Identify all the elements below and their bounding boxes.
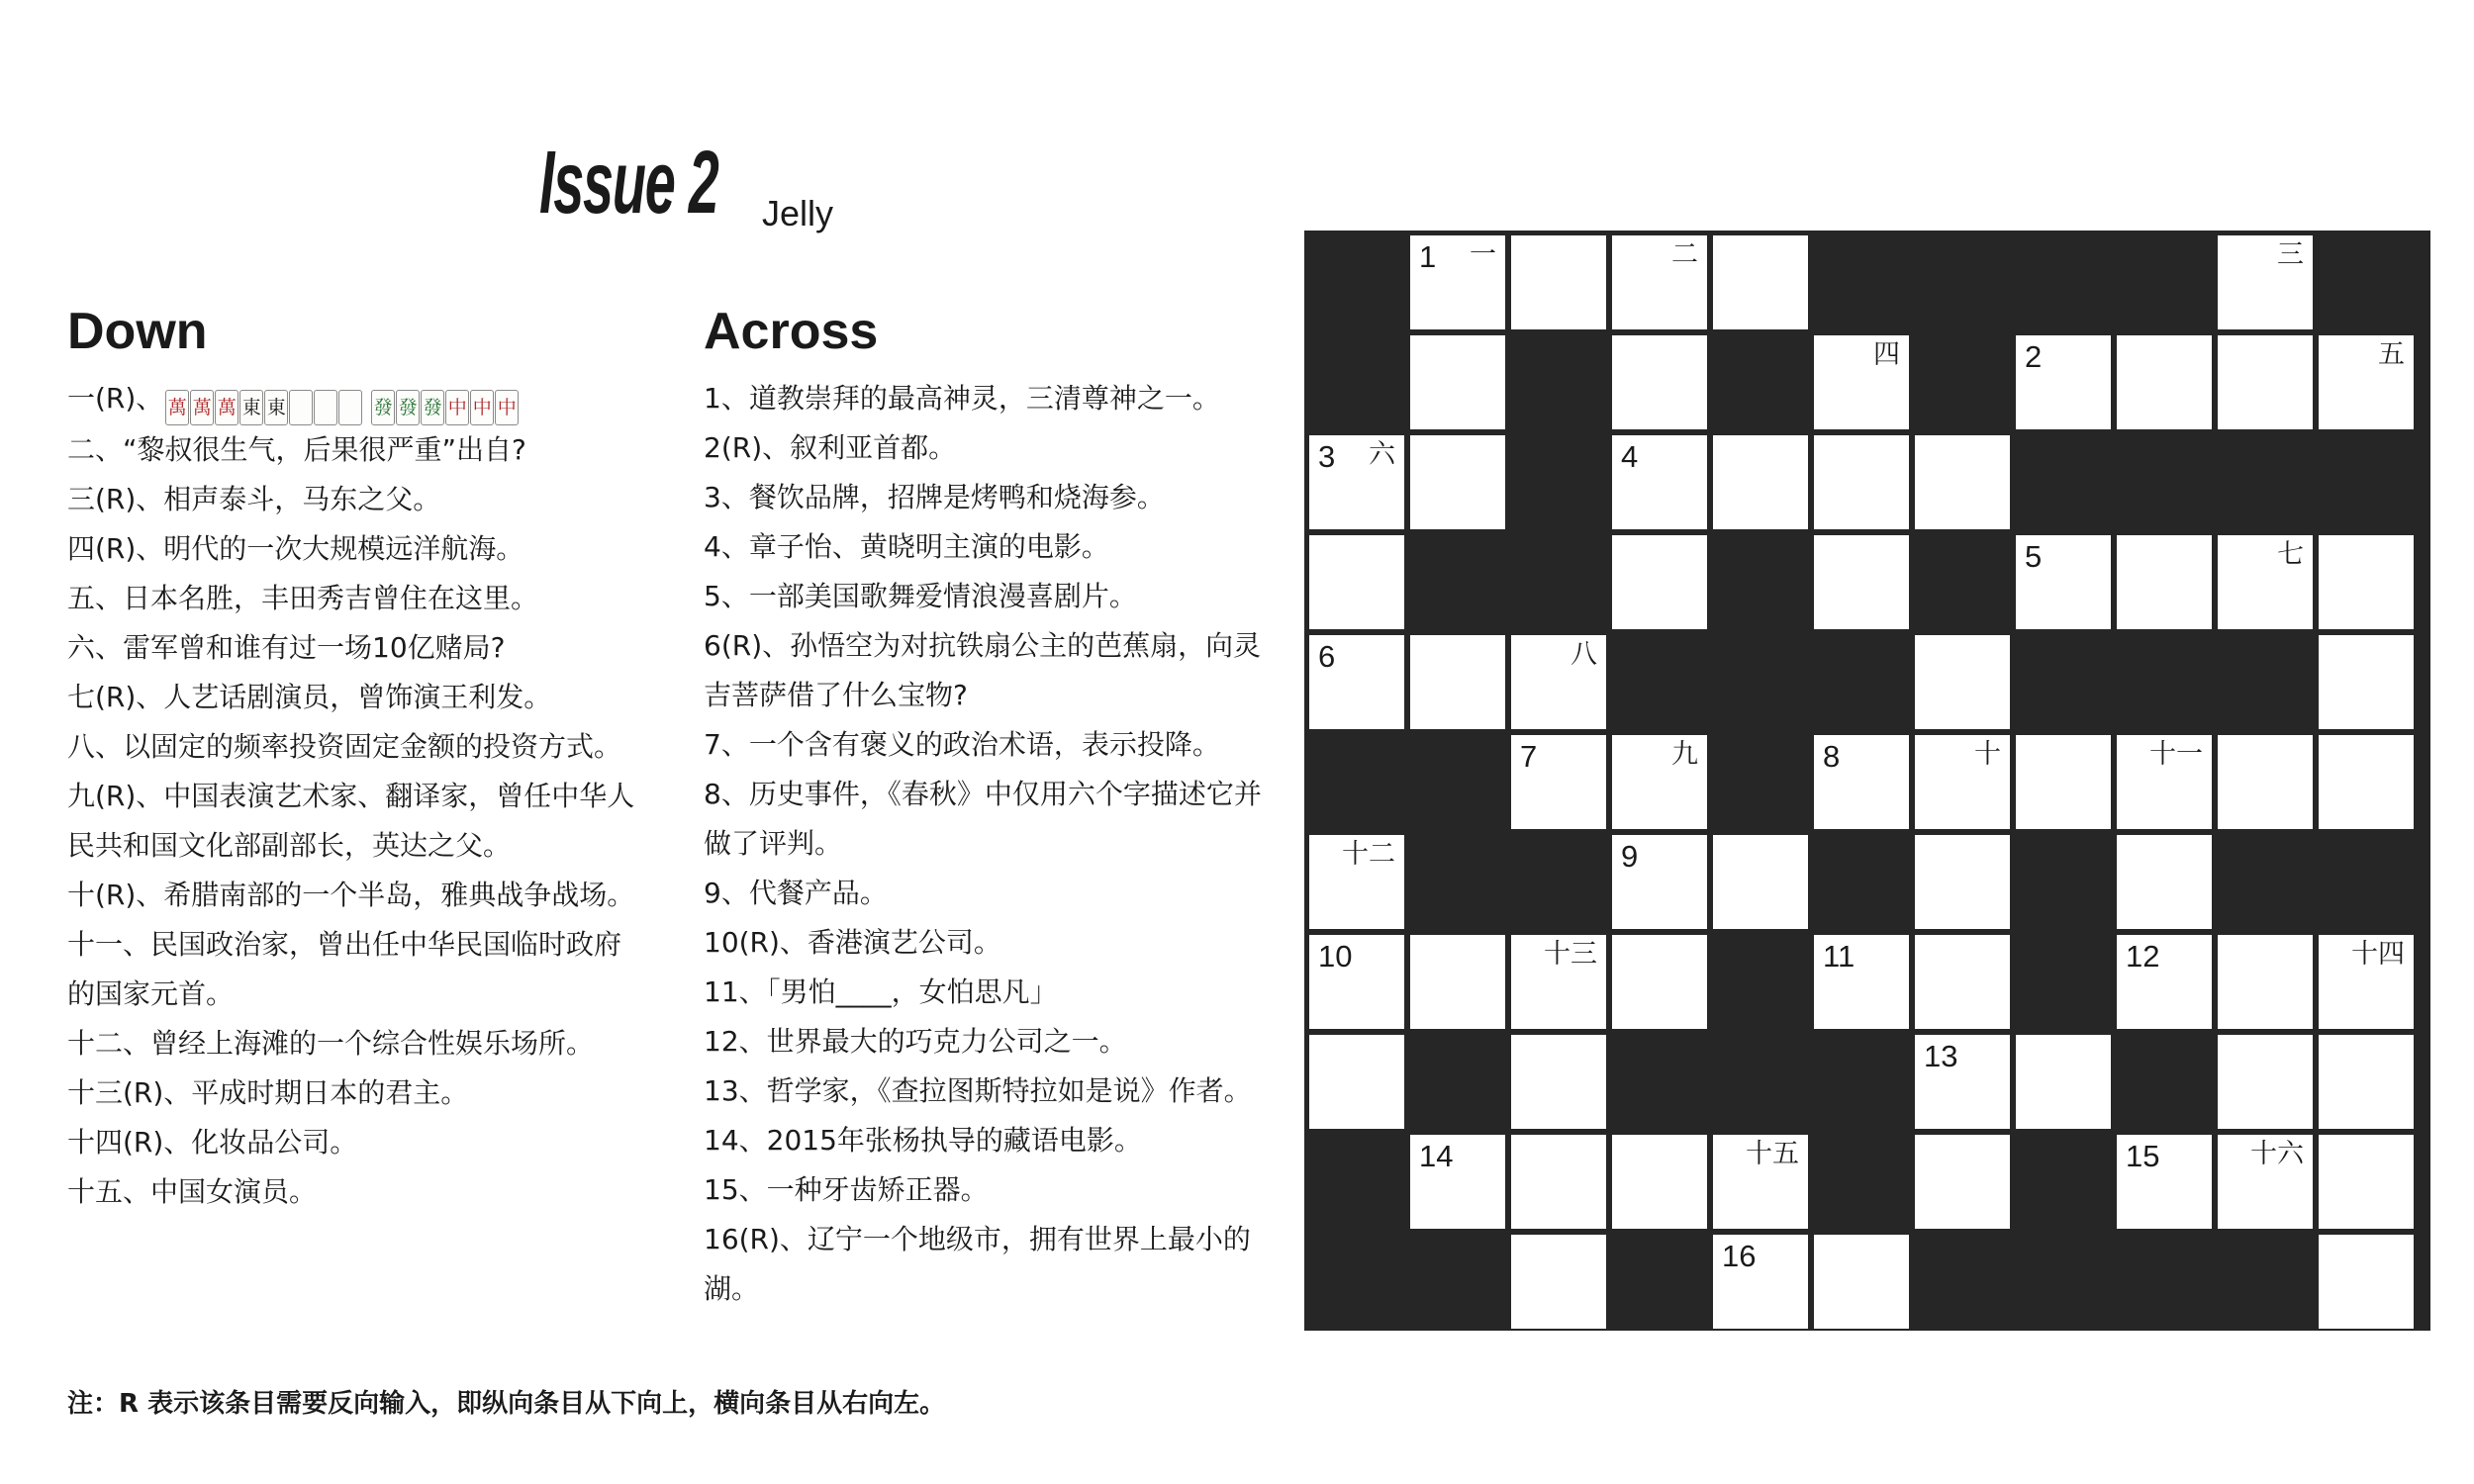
down-clue-number: 五 [2378, 339, 2405, 370]
grid-cell-blocked [1309, 1235, 1404, 1329]
across-clue: 8、历史事件，《春秋》中仅用六个字描述它并 [704, 778, 1262, 810]
grid-cell[interactable] [1915, 935, 2010, 1029]
across-clue-number: 16 [1722, 1239, 1757, 1273]
grid-cell[interactable] [1814, 735, 1909, 829]
grid-cell[interactable] [2218, 535, 2313, 629]
grid-cell-blocked [2117, 235, 2212, 329]
down-clue-text: 七(R)、人艺话剧演员，曾饰演王利发。 [67, 681, 552, 713]
mahjong-tile: 中 [495, 390, 519, 425]
grid-cell[interactable] [2117, 535, 2212, 629]
grid-cell[interactable] [1612, 935, 1707, 1029]
down-clue [67, 673, 641, 722]
grid-cell[interactable] [1915, 735, 2010, 829]
grid-cell[interactable] [2319, 735, 2414, 829]
down-clue [67, 374, 641, 425]
grid-cell-blocked [1309, 235, 1404, 329]
grid-cell-blocked [2016, 235, 2111, 329]
grid-cell[interactable] [1410, 635, 1505, 729]
grid-cell[interactable] [2319, 1135, 2414, 1229]
down-clue [67, 1167, 641, 1217]
grid-cell[interactable] [1612, 535, 1707, 629]
grid-cell-blocked [2218, 435, 2313, 529]
mahjong-tile: 東 [239, 390, 263, 425]
grid-cell[interactable] [2117, 335, 2212, 429]
grid-cell[interactable] [2218, 935, 2313, 1029]
grid-cell[interactable] [1915, 635, 2010, 729]
grid-cell[interactable] [1612, 435, 1707, 529]
grid-cell[interactable] [1511, 235, 1606, 329]
puzzle-title: Issue 2 [539, 134, 718, 232]
across-clue-number: 3 [1318, 439, 1336, 474]
grid-cell-blocked [1612, 1235, 1707, 1329]
grid-cell-blocked [2218, 1235, 2313, 1329]
grid-cell[interactable] [1814, 335, 1909, 429]
grid-cell[interactable] [2016, 335, 2111, 429]
down-clue [67, 722, 641, 772]
grid-cell-blocked [1511, 835, 1606, 929]
down-clue-text: 三(R)、相声泰斗，马东之父。 [67, 483, 441, 515]
grid-cell[interactable] [1511, 635, 1606, 729]
across-clue: 2(R)、叙利亚首都。 [704, 431, 957, 464]
down-clue-number: 十二 [1342, 839, 1395, 870]
across-clue: 10(R)、香港演艺公司。 [704, 926, 1001, 959]
grid-cell[interactable] [1814, 435, 1909, 529]
grid-cell-blocked [2016, 635, 2111, 729]
down-clue [67, 920, 641, 970]
down-clue [67, 425, 641, 475]
grid-cell[interactable] [1511, 1235, 1606, 1329]
across-clue: 5、一部美国歌舞爱情浪漫喜剧片。 [704, 580, 1137, 612]
grid-cell[interactable] [2319, 535, 2414, 629]
across-heading: Across [704, 303, 879, 360]
across-clue: 7、一个含有褒义的政治术语，表示投降。 [704, 728, 1220, 761]
down-heading: Down [67, 303, 208, 360]
grid-cell[interactable] [1309, 1035, 1404, 1129]
mahjong-tile [338, 390, 362, 425]
grid-cell[interactable] [1511, 1135, 1606, 1229]
grid-cell-blocked [1612, 635, 1707, 729]
grid-cell-blocked [1612, 1035, 1707, 1129]
grid-cell[interactable] [1511, 735, 1606, 829]
down-clue [67, 475, 641, 524]
across-clue-number: 11 [1823, 939, 1856, 974]
grid-cell-blocked [1814, 1035, 1909, 1129]
down-clue-text: 一(R)、 [67, 382, 164, 415]
grid-cell-blocked [1915, 535, 2010, 629]
mahjong-tile: 萬 [165, 390, 189, 425]
crossword-grid [1309, 235, 2414, 1329]
grid-cell[interactable] [2117, 1135, 2212, 1229]
across-clue: 1、道教崇拜的最高神灵，三清尊神之一。 [704, 382, 1220, 415]
down-clue-number: 十四 [2351, 939, 2405, 970]
mahjong-tile: 萬 [190, 390, 214, 425]
grid-cell-blocked [2016, 835, 2111, 929]
down-clue [67, 524, 641, 574]
across-clue: 3、餐饮品牌，招牌是烤鸭和烧海参。 [704, 481, 1165, 513]
grid-cell[interactable] [2319, 335, 2414, 429]
mahjong-tile [314, 390, 337, 425]
down-clue-text: 二、“黎叔很生气，后果很严重”出自? [67, 433, 526, 466]
grid-cell[interactable] [2218, 735, 2313, 829]
grid-cell-blocked [2319, 235, 2414, 329]
grid-cell-blocked [1915, 335, 2010, 429]
grid-cell-blocked [1309, 735, 1404, 829]
grid-cell-blocked [2117, 635, 2212, 729]
across-clue-number: 4 [1621, 439, 1639, 474]
down-clue-text: 的国家元首。 [67, 977, 235, 1010]
grid-cell[interactable] [2218, 1135, 2313, 1229]
mahjong-tile [289, 390, 313, 425]
grid-cell[interactable] [1309, 635, 1404, 729]
grid-cell[interactable] [2319, 1035, 2414, 1129]
across-clue-number: 10 [1318, 939, 1353, 974]
mahjong-tile: 發 [421, 390, 444, 425]
down-clue-number: 八 [1570, 639, 1597, 670]
across-clue: 14、2015年张杨执导的藏语电影。 [704, 1124, 1142, 1157]
across-clue: 湖。 [704, 1272, 760, 1305]
grid-cell[interactable] [1511, 1035, 1606, 1129]
down-clue-list [67, 374, 641, 1217]
grid-cell-blocked [1410, 735, 1505, 829]
across-clue-number: 13 [1924, 1039, 1958, 1073]
down-clue-text: 十四(R)、化妆品公司。 [67, 1126, 358, 1159]
grid-cell[interactable] [1814, 535, 1909, 629]
down-clue-text: 五、日本名胜，丰田秀吉曾住在这里。 [67, 582, 539, 614]
across-clue: 吉菩萨借了什么宝物? [704, 679, 968, 711]
across-clue-number: 12 [2126, 939, 2160, 974]
grid-cell[interactable] [1713, 235, 1808, 329]
down-clue-number: 十三 [1544, 939, 1597, 970]
grid-cell[interactable] [1612, 1135, 1707, 1229]
down-clue-number: 十一 [2149, 739, 2203, 770]
grid-cell[interactable] [1713, 1135, 1808, 1229]
grid-cell[interactable] [2016, 1035, 2111, 1129]
across-clue-number: 5 [2025, 539, 2043, 574]
down-clue-text: 十(R)、希腊南部的一个半岛，雅典战争战场。 [67, 879, 635, 911]
grid-cell[interactable] [1612, 235, 1707, 329]
grid-cell[interactable] [2218, 235, 2313, 329]
grid-cell[interactable] [1814, 1235, 1909, 1329]
grid-cell[interactable] [1915, 1035, 2010, 1129]
grid-cell-blocked [1814, 835, 1909, 929]
down-clue-number: 三 [2277, 239, 2304, 270]
grid-cell[interactable] [1915, 435, 2010, 529]
grid-cell[interactable] [2218, 1035, 2313, 1129]
grid-cell[interactable] [1410, 235, 1505, 329]
across-clue-list [704, 374, 1278, 1314]
across-clue: 13、哲学家，《查拉图斯特拉如是说》作者。 [704, 1074, 1252, 1107]
grid-cell-blocked [1309, 335, 1404, 429]
down-clue [67, 1118, 641, 1167]
across-clue: 6(R)、孙悟空为对抗铁扇公主的芭蕉扇，向灵 [704, 629, 1262, 662]
grid-cell-blocked [2117, 1035, 2212, 1129]
across-clue: 做了评判。 [704, 827, 843, 860]
grid-cell-blocked [1511, 335, 1606, 429]
across-clue-number: 7 [1520, 739, 1538, 774]
grid-cell[interactable] [2117, 735, 2212, 829]
grid-cell[interactable] [2319, 1235, 2414, 1329]
down-clue-text: 六、雷军曾和谁有过一场10亿赌局? [67, 631, 506, 664]
grid-cell-blocked [1511, 435, 1606, 529]
mahjong-tile: 中 [470, 390, 494, 425]
grid-cell-blocked [1713, 1035, 1808, 1129]
across-clue-number: 14 [1419, 1139, 1454, 1173]
mahjong-tile: 萬 [215, 390, 238, 425]
down-clue-number: 十六 [2250, 1139, 2304, 1169]
across-clue: 15、一种牙齿矫正器。 [704, 1173, 989, 1206]
grid-cell[interactable] [1713, 1235, 1808, 1329]
grid-cell[interactable] [2117, 935, 2212, 1029]
grid-cell-blocked [1814, 235, 1909, 329]
down-clue [67, 821, 641, 871]
down-clue-number: 七 [2277, 539, 2304, 570]
across-clue-number: 2 [2025, 339, 2043, 374]
down-clue-text: 十二、曾经上海滩的一个综合性娱乐场所。 [67, 1027, 595, 1060]
grid-cell-blocked [1511, 535, 1606, 629]
grid-cell-blocked [2319, 435, 2414, 529]
grid-cell-blocked [1410, 1235, 1505, 1329]
grid-cell[interactable] [1309, 835, 1404, 929]
grid-cell[interactable] [1309, 435, 1404, 529]
grid-cell[interactable] [1410, 435, 1505, 529]
down-clue-text: 四(R)、明代的一次大规模远洋航海。 [67, 532, 524, 565]
grid-cell[interactable] [1612, 835, 1707, 929]
grid-cell-blocked [2016, 1235, 2111, 1329]
grid-cell-blocked [1713, 935, 1808, 1029]
grid-cell-blocked [2218, 835, 2313, 929]
grid-cell[interactable] [1309, 535, 1404, 629]
grid-cell[interactable] [1410, 1135, 1505, 1229]
grid-cell[interactable] [1713, 435, 1808, 529]
down-clue-text: 十五、中国女演员。 [67, 1175, 318, 1208]
down-clue-text: 八、以固定的频率投资固定金额的投资方式。 [67, 730, 622, 763]
across-clue-number: 15 [2126, 1139, 2160, 1173]
grid-cell[interactable] [2319, 635, 2414, 729]
grid-cell-blocked [1915, 235, 2010, 329]
across-clue: 11、「男怕____，女怕思凡」 [704, 975, 1058, 1008]
grid-cell-blocked [1410, 835, 1505, 929]
grid-cell[interactable] [1511, 935, 1606, 1029]
grid-cell-blocked [2016, 1135, 2111, 1229]
down-clue-number: 二 [1671, 239, 1698, 270]
down-clue [67, 772, 641, 821]
across-clue-number: 8 [1823, 739, 1841, 774]
mahjong-tile: 中 [445, 390, 469, 425]
grid-cell[interactable] [1612, 735, 1707, 829]
down-clue-number: 九 [1671, 739, 1698, 770]
grid-cell-blocked [2319, 835, 2414, 929]
grid-cell[interactable] [1309, 935, 1404, 1029]
grid-cell-blocked [1410, 1035, 1505, 1129]
grid-cell[interactable] [1410, 335, 1505, 429]
across-clue: 4、章子怡、黄晓明主演的电影。 [704, 530, 1109, 563]
across-clue-number: 9 [1621, 839, 1639, 874]
mahjong-tile: 發 [396, 390, 420, 425]
grid-cell[interactable] [1915, 1135, 2010, 1229]
grid-cell[interactable] [1612, 335, 1707, 429]
mahjong-tiles [165, 390, 520, 425]
down-clue-text: 民共和国文化部副部长，英达之父。 [67, 829, 512, 862]
down-clue-number: 四 [1873, 339, 1900, 370]
down-clue-number: 十五 [1746, 1139, 1799, 1169]
across-clue: 9、代餐产品。 [704, 877, 888, 909]
grid-cell[interactable] [1915, 835, 2010, 929]
grid-cell-blocked [2117, 1235, 2212, 1329]
crossword-grid-frame [1304, 231, 2430, 1331]
grid-cell[interactable] [2117, 835, 2212, 929]
down-clue [67, 574, 641, 623]
down-clue-text: 十三(R)、平成时期日本的君主。 [67, 1076, 469, 1109]
down-clue [67, 871, 641, 920]
grid-cell-blocked [1713, 535, 1808, 629]
grid-cell-blocked [1410, 535, 1505, 629]
grid-cell[interactable] [1713, 835, 1808, 929]
grid-cell[interactable] [2319, 935, 2414, 1029]
grid-cell-blocked [1915, 1235, 2010, 1329]
across-clue-number: 1 [1419, 239, 1437, 274]
grid-cell[interactable] [1410, 935, 1505, 1029]
grid-cell[interactable] [1814, 935, 1909, 1029]
grid-cell-blocked [1814, 1135, 1909, 1229]
grid-cell-blocked [1814, 635, 1909, 729]
grid-cell-blocked [2218, 635, 2313, 729]
across-clue: 16(R)、辽宁一个地级市，拥有世界上最小的 [704, 1223, 1251, 1255]
down-clue-text: 十一、民国政治家，曾出任中华民国临时政府 [67, 928, 622, 961]
down-clue-number: 一 [1470, 239, 1496, 270]
grid-cell-blocked [1309, 1135, 1404, 1229]
author-name: Jelly [762, 193, 834, 233]
mahjong-tile: 發 [371, 390, 395, 425]
grid-cell-blocked [2117, 435, 2212, 529]
mahjong-tile: 東 [264, 390, 288, 425]
down-clue [67, 1019, 641, 1068]
down-clue [67, 623, 641, 673]
down-clue [67, 970, 641, 1019]
across-clue-number: 6 [1318, 639, 1336, 674]
grid-cell-blocked [1713, 735, 1808, 829]
grid-cell-blocked [1713, 635, 1808, 729]
grid-cell-blocked [1713, 335, 1808, 429]
grid-cell[interactable] [2016, 735, 2111, 829]
down-clue-number: 六 [1369, 439, 1395, 470]
grid-cell-blocked [2016, 935, 2111, 1029]
reverse-entry-note: 注：R 表示该条目需要反向输入，即纵向条目从下向上，横向条目从右向左。 [67, 1389, 946, 1419]
grid-cell-blocked [2016, 435, 2111, 529]
down-clue-number: 十 [1974, 739, 2001, 770]
down-clue-text: 九(R)、中国表演艺术家、翻译家，曾任中华人 [67, 780, 635, 812]
grid-cell[interactable] [2218, 335, 2313, 429]
grid-cell[interactable] [2016, 535, 2111, 629]
down-clue [67, 1068, 641, 1118]
across-clue: 12、世界最大的巧克力公司之一。 [704, 1025, 1127, 1058]
